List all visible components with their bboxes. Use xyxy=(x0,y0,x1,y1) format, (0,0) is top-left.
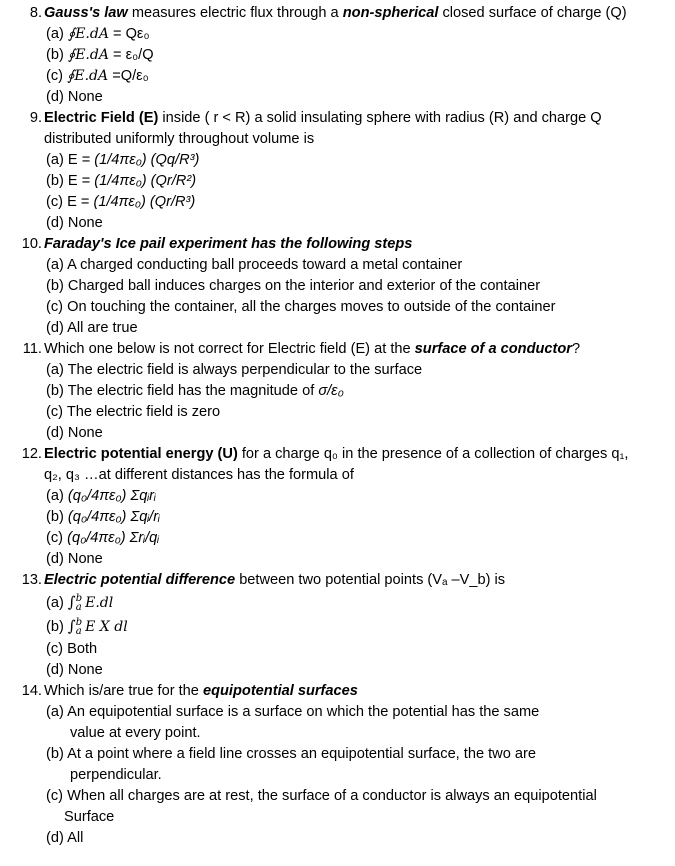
option-label: (d) xyxy=(46,551,64,567)
option-math: (1/4πε₀) (Qr/R³) xyxy=(93,194,196,210)
option-text: None xyxy=(67,425,103,441)
option-label: (a) xyxy=(46,152,64,168)
option-label: (b) xyxy=(46,509,64,525)
option-label: (b) xyxy=(46,47,64,63)
question-11 xyxy=(0,339,675,444)
integral-limits xyxy=(76,594,82,612)
option-d xyxy=(0,423,675,444)
upper-limit: b xyxy=(75,617,83,629)
question-stem: Faraday's Ice pail experiment has the following steps xyxy=(44,236,413,252)
option-label: (b) xyxy=(46,619,64,635)
option-label: (c) xyxy=(46,68,64,84)
option-b xyxy=(0,381,675,402)
lower-limit: a xyxy=(75,602,82,614)
question-number: 12. xyxy=(21,446,42,462)
stem-text: closed surface of charge (Q) xyxy=(438,5,627,21)
option-text: The electric field has the magnitude of xyxy=(67,383,319,399)
option-text: None xyxy=(67,89,103,105)
question-number: 14. xyxy=(21,683,42,699)
option-math: (q₀/4πε₀) Σqᵢ/rᵢ xyxy=(67,509,160,525)
integral-limits xyxy=(76,618,82,636)
question-number: 8. xyxy=(29,5,42,21)
option-text: The electric field is zero xyxy=(66,404,221,420)
question-stem xyxy=(44,108,675,150)
option-text-continued: value at every point. xyxy=(70,725,201,741)
stem-emphasis: Gauss's law xyxy=(44,5,128,21)
stem-text: inside ( r < R) a solid insulating sphere with radius (R) and charge Q distributed uniformly throughout volume is xyxy=(44,110,602,147)
stem-emphasis: Electric potential energy (U) xyxy=(44,446,238,462)
question-stem xyxy=(44,570,675,591)
option-label: (a) xyxy=(46,488,64,504)
option-a xyxy=(0,255,675,276)
question-number: 10. xyxy=(21,236,42,252)
option-label: (b) xyxy=(46,383,64,399)
option-text: Both xyxy=(67,641,98,657)
option-label: (a) xyxy=(46,362,64,378)
stem-emphasis: non-spherical xyxy=(342,5,439,21)
option-b xyxy=(0,507,675,528)
option-b xyxy=(0,171,675,192)
option-d xyxy=(0,660,675,681)
option-text: E = xyxy=(67,152,95,168)
question-10 xyxy=(0,234,675,339)
option-label: (c) xyxy=(46,530,64,546)
option-a xyxy=(0,702,675,744)
option-a xyxy=(0,150,675,171)
stem-text: measures electric flux through a xyxy=(127,5,343,21)
option-label: (d) xyxy=(46,215,64,231)
question-stem xyxy=(44,339,675,360)
option-label: (b) xyxy=(46,746,64,762)
option-math: ∮E.dA xyxy=(67,47,109,63)
upper-limit: b xyxy=(75,593,83,605)
question-number: 9. xyxy=(29,110,42,126)
option-label: (c) xyxy=(46,788,64,804)
option-text: On touching the container, all the charges moves to outside of the container xyxy=(67,299,556,315)
question-9 xyxy=(0,108,675,234)
option-text: E = xyxy=(67,173,95,189)
option-math: (1/4πε₀) (Qr/R²) xyxy=(94,173,197,189)
question-14 xyxy=(0,681,675,849)
integral-icon: ∫ xyxy=(67,593,76,611)
option-c xyxy=(0,786,675,828)
question-13 xyxy=(0,570,675,681)
option-text: None xyxy=(67,662,103,678)
question-number: 13. xyxy=(21,572,42,588)
question-stem xyxy=(44,3,675,24)
option-c xyxy=(0,66,675,87)
stem-text: for a charge q₀ in the presence of a collection of charges q₁, q₂, q₃ …at different distances has the formula of xyxy=(44,446,629,483)
option-b xyxy=(0,744,675,786)
option-label: (a) xyxy=(46,257,64,273)
option-math: E X dl xyxy=(85,619,128,635)
option-d xyxy=(0,213,675,234)
stem-emphasis: equipotential surfaces xyxy=(202,683,358,699)
option-label: (b) xyxy=(46,173,64,189)
option-label: (d) xyxy=(46,89,64,105)
option-text-continued: perpendicular. xyxy=(70,767,162,783)
option-text: None xyxy=(67,551,103,567)
stem-emphasis: surface of a conductor xyxy=(414,341,572,357)
option-text: = ε₀/Q xyxy=(108,47,154,63)
option-d xyxy=(0,318,675,339)
option-math: (1/4πε₀) (Qq/R³) xyxy=(94,152,200,168)
option-math: ∮E.dA xyxy=(67,68,109,84)
option-math: E.dl xyxy=(85,595,114,611)
option-text: An equipotential surface is a surface on which the potential has the same xyxy=(67,704,540,720)
option-label: (a) xyxy=(46,704,64,720)
question-12 xyxy=(0,444,675,570)
stem-emphasis: Electric Field (E) xyxy=(44,110,159,126)
option-label: (a) xyxy=(46,595,64,611)
option-text: At a point where a field line crosses an equipotential surface, the two are xyxy=(67,746,536,762)
option-math: ∮E.dA xyxy=(67,26,109,42)
stem-emphasis: Electric potential difference xyxy=(44,572,236,588)
option-label: (d) xyxy=(46,425,64,441)
stem-text: ? xyxy=(572,341,581,357)
option-math: (q₀/4πε₀) Σqᵢrᵢ xyxy=(67,488,156,504)
option-label: (c) xyxy=(46,404,64,420)
option-a xyxy=(0,360,675,381)
option-a xyxy=(0,591,675,615)
option-c xyxy=(0,528,675,549)
option-math: (q₀/4πε₀) Σrᵢ/qᵢ xyxy=(67,530,160,546)
option-text: The electric field is always perpendicular to the surface xyxy=(67,362,423,378)
option-label: (c) xyxy=(46,194,64,210)
option-a xyxy=(0,24,675,45)
option-label: (d) xyxy=(46,662,64,678)
option-text: All are true xyxy=(67,320,138,336)
option-d xyxy=(0,828,675,849)
option-b xyxy=(0,45,675,66)
option-d xyxy=(0,87,675,108)
question-stem xyxy=(44,681,675,702)
question-8 xyxy=(0,3,675,108)
stem-text: Which is/are true for the xyxy=(44,683,203,699)
option-text: When all charges are at rest, the surface of a conductor is always an equipotential xyxy=(67,788,597,804)
option-text-continued: Surface xyxy=(64,809,115,825)
option-label: (c) xyxy=(46,299,64,315)
option-text: A charged conducting ball proceeds toward a metal container xyxy=(67,257,463,273)
question-number: 11. xyxy=(22,341,42,357)
stem-text: between two potential points (Vₐ –V_b) is xyxy=(235,572,506,588)
stem-text: Which one below is not correct for Electric field (E) at the xyxy=(44,341,415,357)
option-label: (c) xyxy=(46,641,64,657)
option-d xyxy=(0,549,675,570)
option-c xyxy=(0,192,675,213)
option-c xyxy=(0,639,675,660)
option-c xyxy=(0,402,675,423)
option-a xyxy=(0,486,675,507)
option-b xyxy=(0,276,675,297)
option-text: = Qε₀ xyxy=(108,26,150,42)
option-math: σ/ε₀ xyxy=(318,383,344,399)
option-text: E = xyxy=(67,194,94,210)
question-stem xyxy=(44,444,675,486)
lower-limit: a xyxy=(75,626,82,638)
option-c xyxy=(0,297,675,318)
option-text: None xyxy=(67,215,103,231)
option-text: Charged ball induces charges on the interior and exterior of the container xyxy=(67,278,541,294)
option-text: =Q/ε₀ xyxy=(108,68,149,84)
option-label: (a) xyxy=(46,26,64,42)
integral-icon: ∫ xyxy=(67,617,76,635)
option-label: (d) xyxy=(46,320,64,336)
option-label: (b) xyxy=(46,278,64,294)
option-text: All xyxy=(67,830,84,846)
option-label: (d) xyxy=(46,830,64,846)
option-b xyxy=(0,615,675,639)
